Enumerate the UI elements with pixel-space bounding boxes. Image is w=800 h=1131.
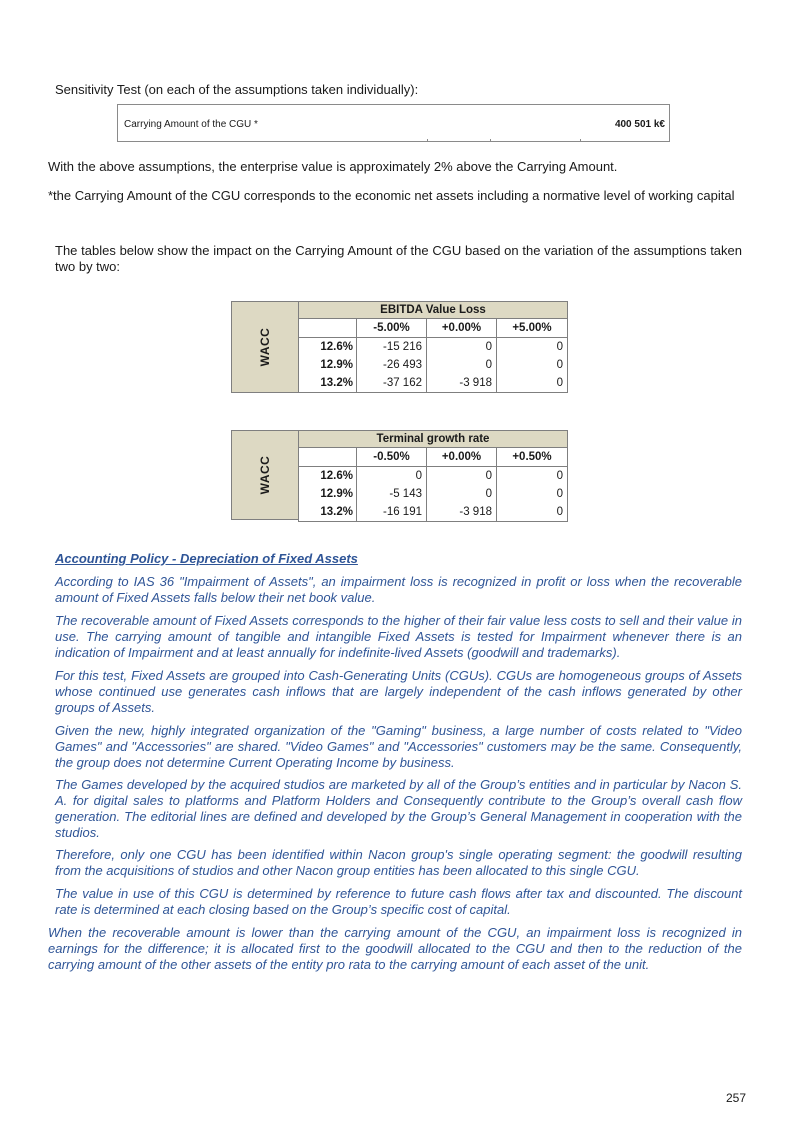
carrying-amount-box [117, 104, 670, 142]
table-row: 12.6% -15 216 0 0 [299, 338, 567, 356]
box-tick [427, 139, 428, 142]
policy-paragraph: When the recoverable amount is lower than the carrying amount of the CGU, an impairment loss is recognized in earnings for the difference; it is allocated first to the goodwill allocated to the CGU and then to the reduction of the carrying amount of the other assets of the entity pro rata to the carrying amount of each asset of the unit. [48, 925, 742, 972]
carrying-amount-label: Carrying Amount of the CGU * [124, 119, 258, 130]
table-row: 13.2% -37 162 -3 918 0 [299, 374, 567, 392]
box-tick [580, 139, 581, 142]
box-tick [490, 139, 491, 142]
sensitivity-heading: Sensitivity Test (on each of the assumptions taken individually): [55, 82, 419, 97]
table-header-row: -5.00% +0.00% +5.00% [299, 319, 567, 338]
table-row: 12.9% -26 493 0 0 [299, 356, 567, 374]
policy-paragraph: Given the new, highly integrated organization of the "Gaming" business, a large number of costs related to "Video Games" and "Accessories" are shared. "Video Games" and "Accessories" customers may be the same. Consequently, the group does not determine Current Operating Income by business. [55, 723, 742, 770]
wacc-side-label: WACC [231, 430, 299, 520]
wacc-side-label: WACC [231, 301, 299, 393]
page-number: 257 [725, 1091, 746, 1105]
enterprise-value-note: With the above assumptions, the enterprise value is approximately 2% above the Carrying Amount. [48, 159, 618, 174]
terminal-growth-sensitivity-table [231, 430, 568, 520]
carrying-amount-value: 400 501 k€ [614, 119, 665, 130]
table-row: 13.2% -16 191 -3 918 0 [299, 503, 567, 521]
table-header-row: -0.50% +0.00% +0.50% [299, 448, 567, 467]
table-title: Terminal growth rate [298, 430, 568, 448]
policy-paragraph: The Games developed by the acquired studios are marketed by all of the Group’s entities and in particular by Nacon S. A. for digital sales to platforms and Platform Holders and Consequently contribute to the Group’s overall cash flow generation. The editorial lines are defined and developed by the Group’s General Management in cooperation with the studios. [55, 777, 742, 840]
accounting-policy-title: Accounting Policy - Depreciation of Fixed Assets [55, 551, 358, 566]
policy-paragraph: Therefore, only one CGU has been identified within Nacon group's single operating segment: the goodwill resulting from the acquisitions of studios and other Nacon group entities has been allocated to this single CGU. [55, 847, 742, 878]
policy-paragraph: The value in use of this CGU is determined by reference to future cash flows after tax and discounted. The discount rate is determined at each closing based on the Group’s specific cost of capital. [55, 886, 742, 917]
ebitda-sensitivity-table [231, 301, 568, 393]
policy-paragraph: According to IAS 36 "Impairment of Assets", an impairment loss is recognized in profit or loss when the recoverable amount of Fixed Assets falls below their net book value. [55, 574, 742, 605]
table-title: EBITDA Value Loss [298, 301, 568, 319]
policy-paragraph: The recoverable amount of Fixed Assets corresponds to the higher of their fair value less costs to sell and their value in use. The carrying amount of tangible and intangible Fixed Assets is tested for Impairment whenever there is an indication of Impairment and at least annually for indefinite-lived Assets (goodwill and trademarks). [55, 613, 742, 660]
tables-intro: The tables below show the impact on the Carrying Amount of the CGU based on the variation of the assumptions taken two by two: [55, 243, 742, 274]
table-row: 12.6% 0 0 0 [299, 467, 567, 485]
carrying-amount-footnote: *the Carrying Amount of the CGU corresponds to the economic net assets including a normative level of working capital [48, 188, 735, 203]
policy-paragraph: For this test, Fixed Assets are grouped into Cash-Generating Units (CGUs). CGUs are homogeneous groups of Assets whose continued use generates cash inflows that are largely independent of the cash inflows generated by other groups of Assets. [55, 668, 742, 715]
table-row: 12.9% -5 143 0 0 [299, 485, 567, 503]
